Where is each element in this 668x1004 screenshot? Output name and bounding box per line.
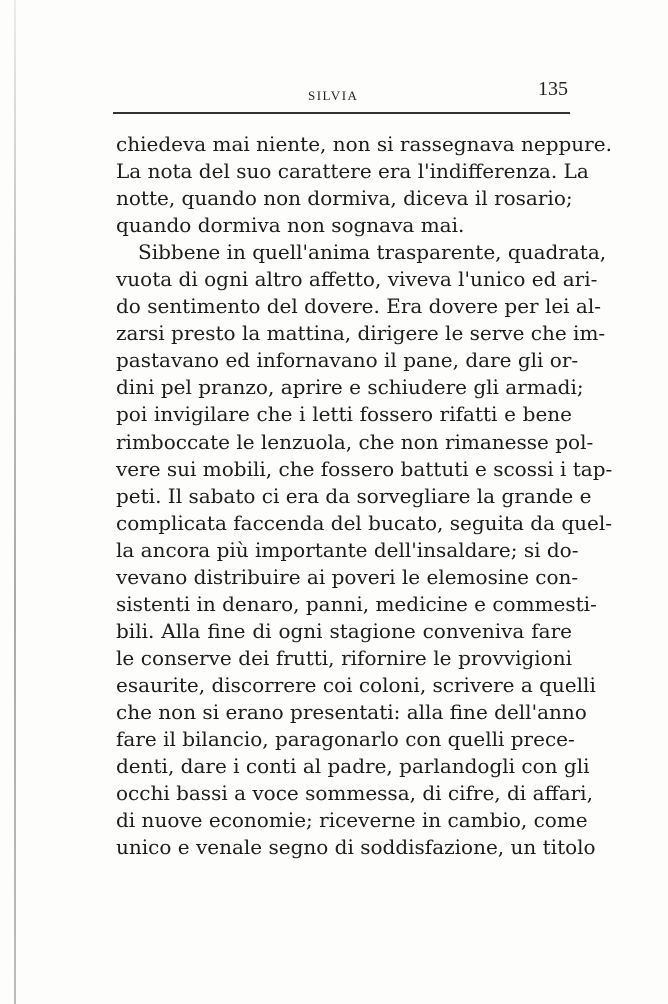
body-text [116, 131, 613, 861]
text-line: chiedeva mai niente, non si rassegnava neppure. [116, 132, 612, 156]
text-line: che non si erano presentati: alla fine dell'anno [116, 699, 587, 724]
text-line: vuota di ogni altro affetto, viveva l'unico ed ari- [116, 267, 598, 292]
page-header [113, 78, 570, 108]
running-title: SILVIA [308, 88, 359, 103]
text-line: poi invigilare che i letti fossero rifatti e bene [116, 402, 572, 427]
text-line: dini pel pranzo, aprire e schiudere gli armadi; [116, 375, 584, 400]
text-line: denti, dare i conti al padre, parlandogli con gli [116, 754, 590, 779]
text-line: complicata faccenda del bucato, seguita da quel- [116, 510, 613, 535]
text-line: zarsi presto la mattina, dirigere le serve che im- [116, 321, 606, 346]
text-line: La nota del suo carattere era l'indifferenza. La [116, 159, 589, 184]
text-line: fare il bilancio, paragonarlo con quelli prece- [116, 727, 575, 752]
text-line: di nuove economie; riceverne in cambio, come [116, 808, 588, 833]
page-number: 135 [538, 78, 568, 100]
text-line: vevano distribuire ai poveri le elemosine con- [116, 564, 579, 589]
text-line: occhi bassi a voce sommessa, di cifre, di affari, [116, 781, 593, 806]
text-line: sistenti in denaro, panni, medicine e commesti- [116, 591, 597, 616]
text-line: quando dormiva non sognava mai. [116, 213, 465, 238]
text-line: bili. Alla fine di ogni stagione conveniva fare [116, 618, 572, 643]
text-line: peti. Il sabato ci era da sorvegliare la grande e [116, 483, 592, 508]
text-line: rimboccate le lenzuola, che non rimanesse pol- [116, 429, 594, 454]
text-line: esaurite, discorrere coi coloni, scrivere a quelli [116, 672, 596, 697]
text-line: unico e venale segno di soddisfazione, un titolo [116, 835, 596, 860]
text-line: Sibbene in quell'anima trasparente, quadrata, [138, 240, 607, 265]
text-line: vere sui mobili, che fossero battuti e scossi i tap- [116, 456, 613, 481]
text-line: do sentimento del dovere. Era dovere per lei al- [116, 294, 602, 319]
text-line: pastavano ed infornavano il pane, dare gli or- [116, 348, 579, 373]
text-line: notte, quando non dormiva, diceva il rosario; [116, 186, 573, 211]
header-rule [113, 112, 570, 114]
text-line: la ancora più importante dell'insaldare; si do- [116, 537, 579, 562]
book-spine-shadow [14, 0, 16, 1004]
text-line: le conserve dei frutti, rifornire le provvigioni [116, 645, 572, 670]
